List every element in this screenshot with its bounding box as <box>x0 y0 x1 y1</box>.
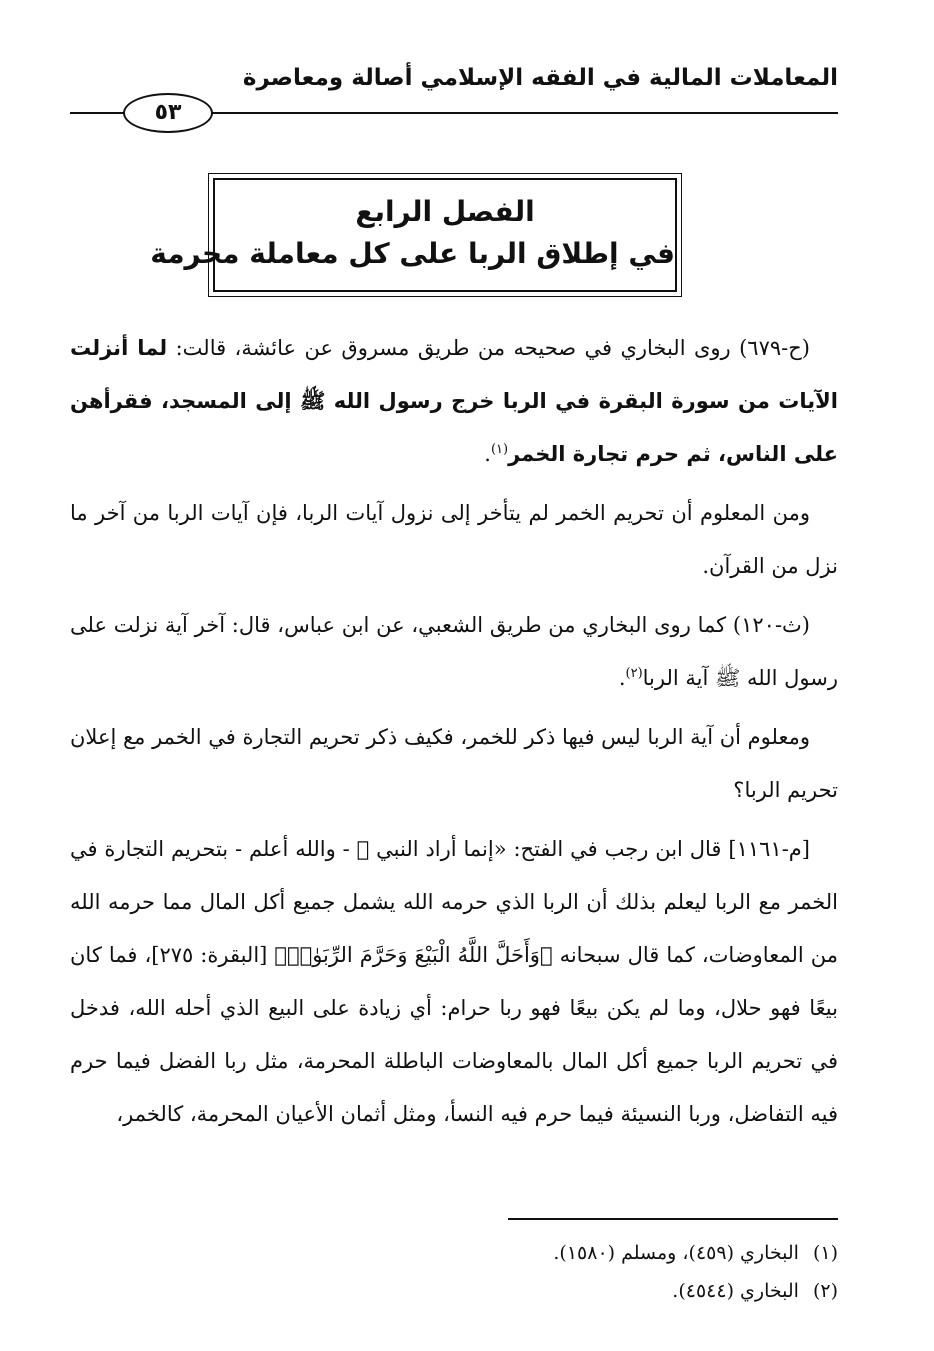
athar-text: كما روى البخاري من طريق الشعبي، عن ابن عباس، قال: آخر آية نزلت على رسول الله ﷺ آية الربا <box>70 613 838 690</box>
footnote-marker-1: (١) <box>490 442 509 457</box>
footnote-rule <box>508 1218 838 1220</box>
issue-reference: [م-١١٦١] <box>728 837 810 861</box>
paragraph-ibn-rajab <box>70 823 838 1141</box>
paragraph-athar-ibn-abbas: (ث-١٢٠) كما روى البخاري من طريق الشعبي، عن ابن عباس، قال: آخر آية نزلت على رسول الله ﷺ آية الربا$^{(٢)}$. <box>70 613 838 690</box>
ibn-rajab-text-cont: [البقرة: ٢٧٥]، فما كان بيعًا فهو حلال، وما لم يكن بيعًا فهو ربا حرام: أي زيادة على البيع الذي أحله الله، فدخل في تحريم الربا جميع أكل المال بالمعاوضات الباطلة المحرمة، مثل ربا الفضل فيما حرم فيه التفاضل، وربا النسيئة فيما حرم فيه النسأ، ومثل أثمان الأعيان المحرمة، كالخمر، <box>70 943 838 1126</box>
footnotes <box>98 1234 838 1310</box>
ibn-rajab-text: قال ابن رجب في الفتح: «إنما أراد النبي ﷺ - والله أعلم - بتحريم التجارة في الخمر مع الربا ليعلم بذلك أن الربا الذي حرمه الله يشمل جميع أكل المال مما حرمه الله من المعاوضات، كما قال سبحانه <box>70 837 838 967</box>
paragraph-commentary: ومن المعلوم أن تحريم الخمر لم يتأخر إلى نزول آيات الربا، فإن آيات الربا من آخر ما نزل من القرآن. <box>70 501 838 578</box>
hadith-reference: (ح-٦٧٩) <box>739 336 810 360</box>
paragraph-question: ومعلوم أن آية الربا ليس فيها ذكر للخمر، فكيف ذكر تحريم التجارة في الخمر مع إعلان تحريم الربا؟ <box>70 725 838 802</box>
paragraph-hadith-aisha: (ح-٦٧٩) روى البخاري في صحيحه من طريق مسروق عن عائشة، قالت: لما أنزلت الآيات من سورة البقرة في الربا خرج رسول الله ﷺ إلى المسجد، فقرأهن على الناس، ثم حرم تجارة الخمر$^{(١)}$. <box>70 336 838 466</box>
chapter-number: الفصل الرابع <box>355 195 535 228</box>
footnote-text: البخاري (٤٥٤٤). <box>672 1280 799 1302</box>
footnote-item <box>98 1234 838 1272</box>
hadith-intro: روى البخاري في صحيحه من طريق مسروق عن عائشة، قالت: <box>175 336 731 360</box>
hadith-text: لما أنزلت الآيات من سورة البقرة في الربا خرج رسول الله ﷺ إلى المسجد، فقرأهن على الناس، ثم حرم تجارة الخمر <box>70 336 838 466</box>
chapter-title-box <box>150 178 677 292</box>
quran-verse: ﴿وَأَحَلَّ اللَّهُ الْبَيْعَ وَحَرَّمَ الرِّبَوٰا۟﴾ <box>274 943 553 967</box>
body-text <box>70 322 838 1147</box>
athar-reference: (ث-١٢٠) <box>732 613 810 637</box>
footnote-number: (٢) <box>812 1280 838 1302</box>
footnote-number: (١) <box>812 1242 838 1264</box>
footnote-item <box>98 1272 838 1310</box>
page-number: ٥٣ <box>123 93 213 133</box>
chapter-title: في إطلاق الربا على كل معاملة محرمة <box>150 237 675 270</box>
running-title: المعاملات المالية في الفقه الإسلامي أصالة ومعاصرة <box>242 65 838 91</box>
footnote-text: البخاري (٤٥٩)، ومسلم (١٥٨٠). <box>553 1242 799 1264</box>
footnote-marker-2: (٢) <box>625 666 643 681</box>
